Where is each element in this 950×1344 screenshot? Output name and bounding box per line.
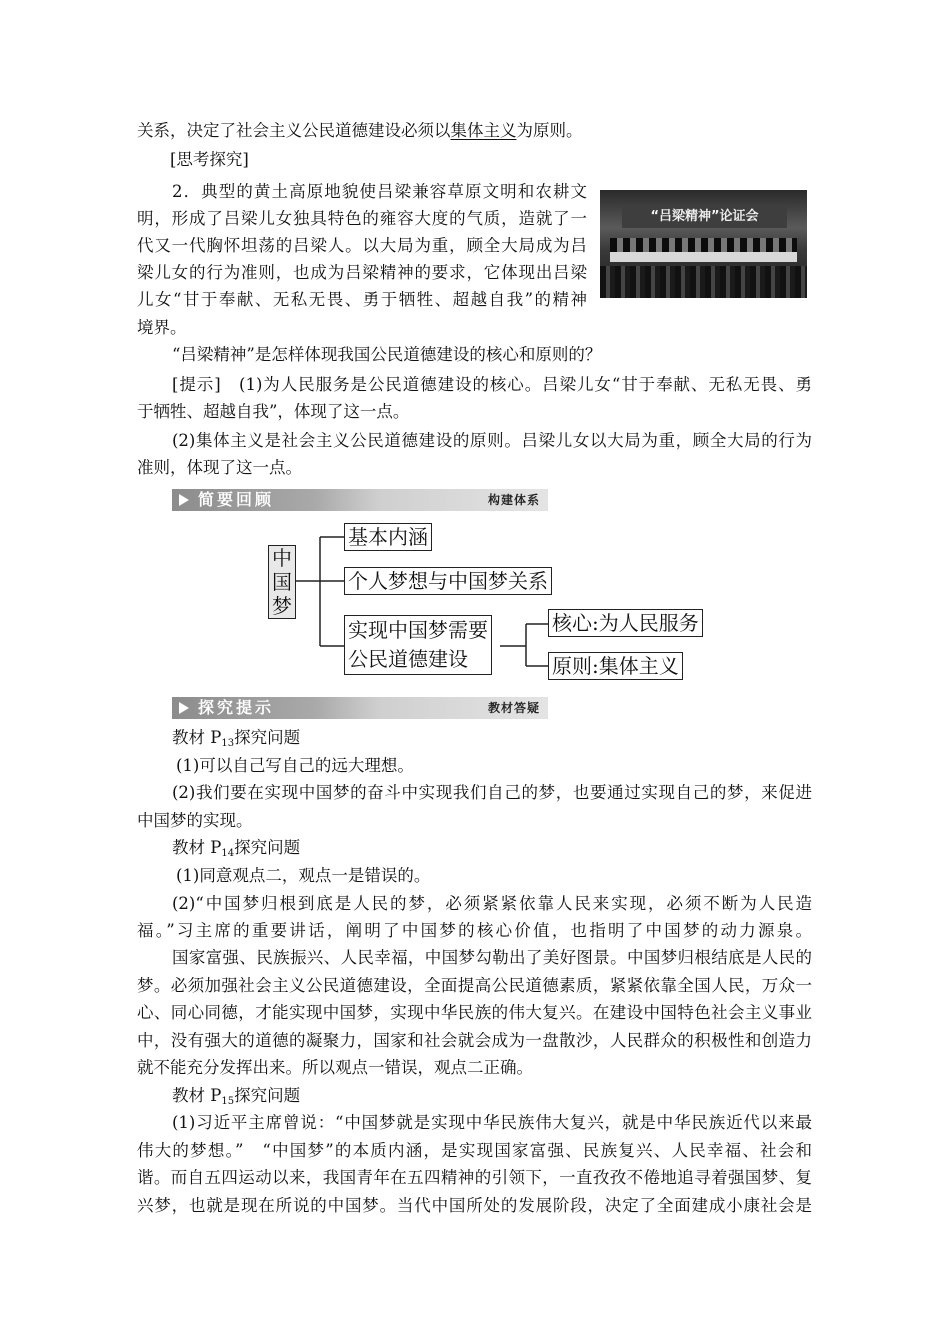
sec13-item1: (1)可以自己写自己的远大理想。 <box>176 756 414 775</box>
sec14-item2-line-1: (2)“中国梦归根到底是人民的梦，必须紧紧依靠人民来实现，必须不断为人民造 <box>172 894 812 913</box>
diagram-root-box: 中国梦 <box>268 545 296 619</box>
para2-line-6: 境界。 <box>137 318 187 337</box>
diagram-branch-connotation: 基本内涵 <box>344 523 432 551</box>
sec14-item2-line-2: 福。”习主席的重要讲话，阐明了中国梦的核心价值，也指明了中国梦的动力源泉。 <box>137 921 812 940</box>
line-1-post: 为原则。 <box>516 121 583 140</box>
diagram-branch-morality-line-2: 公民道德建设 <box>348 647 468 671</box>
sec14-title <box>172 838 300 864</box>
play-triangle-icon <box>179 702 189 714</box>
photo-banner: “吕梁精神”论证会 <box>622 206 787 228</box>
section-bar-explore <box>172 697 548 719</box>
think-label: [思考探究] <box>170 150 249 169</box>
sec15-title-sub: 15 <box>221 1096 235 1107</box>
sec14-para-line-5: 就不能充分发挥出来。所以观点一错误，观点二正确。 <box>137 1058 533 1077</box>
sec14-para-line-2: 梦。必须加强社会主义公民道德建设，全面提高公民道德素质，紧紧依靠全国人民，万众一 <box>137 976 812 995</box>
section-bar-label: 简要回顾 <box>198 490 275 509</box>
sec13-title-post: 探究问题 <box>234 728 301 747</box>
para2-line-1: 2．典型的黄土高原地貌使吕梁兼容草原文明和农耕文 <box>172 182 587 201</box>
sec14-title-pre: 教材 P <box>172 838 222 857</box>
underlined-term: 集体主义 <box>450 121 517 140</box>
sec13-title-sub: 13 <box>221 738 235 749</box>
hint-line-2: 于牺牲、超越自我”，体现了这一点。 <box>137 402 410 421</box>
hint2-line-1: (2)集体主义是社会主义公民道德建设的原则。吕梁儿女以大局为重，顾全大局的行为 <box>172 431 812 450</box>
diagram-leaf-core: 核心:为人民服务 <box>548 609 703 637</box>
sec15-title-post: 探究问题 <box>234 1086 301 1105</box>
section-bar-right: 教材答疑 <box>487 701 540 715</box>
para2-line-5: 儿女“甘于奉献、无私无畏、勇于牺牲、超越自我”的精神 <box>137 290 587 309</box>
sec15-title <box>172 1086 300 1112</box>
sec14-title-post: 探究问题 <box>234 838 301 857</box>
sec13-item2-line-2: 中国梦的实现。 <box>137 811 253 830</box>
sec14-para-line-1: 国家富强、民族振兴、人民幸福，中国梦勾勒出了美好图景。中国梦归根结底是人民的 <box>172 948 812 967</box>
line-1-pre: 关系，决定了社会主义公民道德建设必须以 <box>137 121 451 140</box>
diagram-branch-relation: 个人梦想与中国梦关系 <box>344 567 552 595</box>
section-bar-label: 探究提示 <box>198 698 275 717</box>
sec14-para-line-4: 中，没有强大的道德的凝聚力，国家和社会就会成为一盘散沙，人民群众的积极性和创造力 <box>137 1031 812 1050</box>
hint2-line-2: 准则，体现了这一点。 <box>137 458 302 477</box>
sec15-item1-line-1: (1)习近平主席曾说：“中国梦就是实现中华民族伟大复兴，就是中华民族近代以来最 <box>172 1113 812 1132</box>
sec14-para-line-3: 心、同心同德，才能实现中国梦，实现中华民族的伟大复兴。在建设中国特色社会主义事业 <box>137 1003 812 1022</box>
sec15-title-pre: 教材 P <box>172 1086 222 1105</box>
question: “吕梁精神”是怎样体现我国公民道德建设的核心和原则的？ <box>172 345 602 364</box>
section-bar-right: 构建体系 <box>487 493 540 507</box>
sec14-item1: (1)同意观点二，观点一是错误的。 <box>176 866 431 885</box>
sec13-title-pre: 教材 P <box>172 728 222 747</box>
para2-line-4: 梁儿女的行为准则，也成为吕梁精神的要求，它体现出吕梁 <box>137 263 587 282</box>
diagram-branch-morality <box>344 615 492 675</box>
para2-line-2: 明，形成了吕梁儿女独具特色的雍容大度的气质，造就了一 <box>137 209 587 228</box>
para2-line-3: 代又一代胸怀坦荡的吕梁人。以大局为重，顾全大局成为吕 <box>137 236 587 255</box>
sec15-item1-line-2: 伟大的梦想。” “中国梦”的本质内涵，是实现国家富强、民族复兴、人民幸福、社会和 <box>137 1141 812 1160</box>
sec13-item2-line-1: (2)我们要在实现中国梦的奋斗中实现我们自己的梦，也要通过实现自己的梦，来促进 <box>172 783 812 802</box>
sec15-item1-line-3: 谐。而自五四运动以来，我国青年在五四精神的引领下，一直孜孜不倦地追寻着强国梦、复 <box>137 1168 812 1187</box>
sec13-title <box>172 728 300 754</box>
hint-line-1: [提示] (1)为人民服务是公民道德建设的核心。吕梁儿女“甘于奉献、无私无畏、勇 <box>172 375 812 394</box>
diagram-branch-morality-line-1: 实现中国梦需要 <box>348 618 488 642</box>
diagram-leaf-principle: 原则:集体主义 <box>548 652 683 680</box>
sec15-item1-line-4: 兴梦，也就是现在所说的中国梦。当代中国所处的发展阶段，决定了全面建成小康社会是 <box>137 1196 812 1215</box>
sec14-title-sub: 14 <box>221 848 235 859</box>
